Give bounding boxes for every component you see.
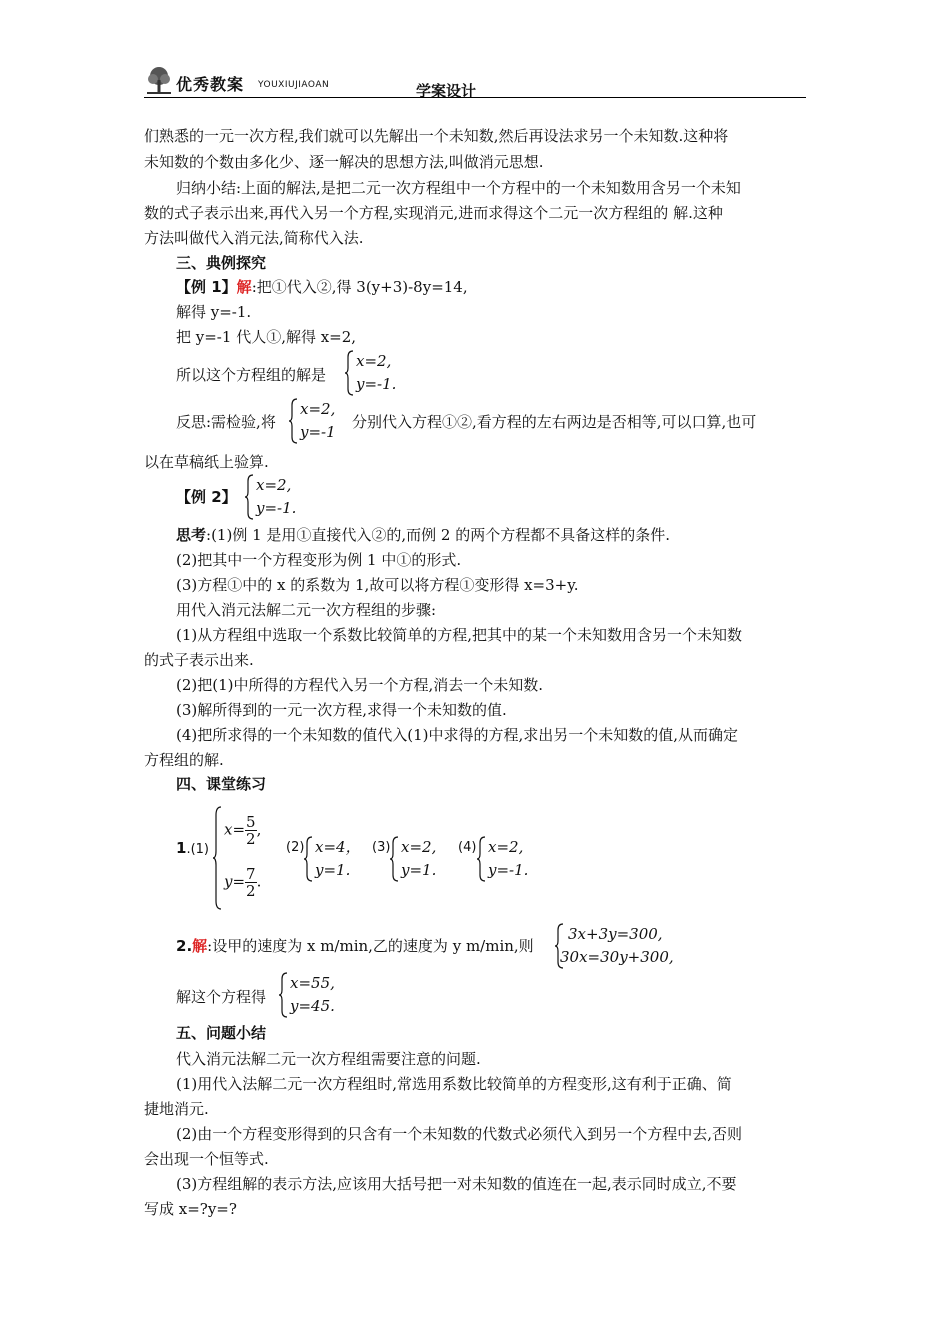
solution-system: [344, 350, 424, 396]
q1-1-x-fraction: [245, 814, 257, 847]
q1-system-4: [476, 836, 546, 882]
brand-name: 优秀教案: [176, 75, 245, 94]
note-1-line-1: (1)用代入法解二元一次方程组时,常选用系数比较简单的方程变形,这有利于正确、简: [176, 1075, 732, 1093]
step-4-line-1: (4)把所求得的一个未知数的值代入(1)中求得的方程,求出另一个未知数的值,从而确定: [176, 726, 739, 744]
intro-line-1: 们熟悉的一元一次方程,我们就可以先解出一个未知数,然后再设法求另一个未知数.这种将: [144, 127, 729, 145]
reflection-text: 分别代入方程①②,看方程的左右两边是否相等,可以口算,也可: [352, 413, 757, 431]
think-label: 思考: [176, 526, 207, 544]
step-1-line-2: 的式子表示出来.: [144, 651, 254, 669]
q1-1-y: [224, 866, 261, 899]
section-4-title: 四、课堂练习: [176, 775, 267, 793]
left-brace-icon: [476, 836, 486, 882]
left-brace-icon: [244, 474, 254, 520]
intro-line-2: 未知数的个数由多化少、逐一解决的思想方法,叫做消元思想.: [144, 153, 544, 171]
question-1-part-2: (2): [286, 840, 305, 855]
step-4-line-2: 方程组的解.: [144, 751, 224, 769]
page-header: [144, 66, 806, 100]
q1-3-y: y=1.: [401, 861, 437, 879]
reflection-label: 反思:需检验,将: [176, 413, 276, 431]
example-2-x: x=2,: [256, 476, 292, 494]
question-2-eq-1: 3x+3y=300,: [568, 925, 663, 943]
summary-intro: 代入消元法解二元一次方程组需要注意的问题.: [176, 1050, 481, 1068]
steps-title: 用代入消元法解二元一次方程组的步骤:: [176, 601, 437, 619]
question-2-text: :设甲的速度为 x m/min,乙的速度为 y m/min,则: [207, 937, 534, 955]
left-brace-icon: [288, 398, 298, 444]
example-2-tag: 【例 2】: [176, 488, 237, 506]
q1-1-x-comma: ,: [256, 820, 262, 839]
step-2: (2)把(1)中所得的方程代入另一个方程,消去一个未知数.: [176, 676, 544, 694]
example-1-text: :把①代入②,得 3(y+3)-8y=14,: [251, 278, 468, 296]
q1-1-x-denominator: 2: [246, 830, 256, 848]
section-5-title: 五、问题小结: [176, 1024, 267, 1042]
q1-1-y-numerator: 7: [246, 865, 256, 883]
solution-y: y=-1.: [356, 375, 397, 393]
header-rule: [144, 97, 806, 98]
tree-logo-icon: [144, 66, 174, 96]
q1-1-x-lhs: x=: [224, 820, 246, 839]
question-2-eq-2: 30x=30y+300,: [560, 948, 674, 966]
question-1-part-4: (4): [458, 840, 477, 855]
left-brace-icon: [278, 972, 288, 1018]
question-2-line: [176, 934, 534, 958]
example-2-y: y=-1.: [256, 499, 297, 517]
q1-system-2: [303, 836, 363, 882]
note-3-line-1: (3)方程组解的表示方法,应该用大括号把一对未知数的值连在一起,表示同时成立,不要: [176, 1175, 737, 1193]
example-1-line-2: 解得 y=-1.: [176, 303, 252, 321]
example-1-line-4: 所以这个方程组的解是: [176, 366, 327, 384]
solve-label: 解: [236, 278, 252, 296]
question-2-number: 2: [176, 937, 187, 955]
q1-system-1: [212, 806, 278, 910]
question-1-label: [176, 836, 209, 862]
reflection-y: y=-1: [300, 423, 336, 441]
note-2-line-1: (2)由一个方程变形得到的只含有一个未知数的代数式必须代入到另一个方程中去,否则: [176, 1125, 743, 1143]
q1-system-3: [389, 836, 449, 882]
q1-3-x: x=2,: [401, 838, 437, 856]
question-2-dot: .: [186, 937, 193, 955]
summary-line-1: 归纳小结:上面的解法,是把二元一次方程组中一个方程中的一个未知数用含另一个未知: [176, 179, 741, 197]
note-2-line-2: 会出现一个恒等式.: [144, 1150, 269, 1168]
left-brace-icon: [212, 806, 222, 910]
example-1-tag: 【例 1】: [176, 278, 237, 296]
summary-line-3: 方法叫做代入消元法,简称代入法.: [144, 229, 364, 247]
q1-1-y-lhs: y=: [224, 872, 246, 891]
left-brace-icon: [344, 350, 354, 396]
q1-1-x-numerator: 5: [246, 813, 256, 831]
think-line-2: (2)把其中一个方程变形为例 1 中①的形式.: [176, 551, 462, 569]
question-2-result-y: y=45.: [290, 997, 335, 1015]
think-line-1: [176, 523, 670, 547]
step-3: (3)解所得到的一元一次方程,求得一个未知数的值.: [176, 701, 507, 719]
document-type: 学案设计: [416, 82, 477, 100]
step-1-line-1: (1)从方程组中选取一个系数比较简单的方程,把其中的某一个未知数用含另一个未知数: [176, 626, 743, 644]
q1-2-x: x=4，: [315, 838, 361, 856]
left-brace-icon: [389, 836, 399, 882]
question-2-result-system: [278, 972, 358, 1018]
example-1-line-3: 把 y=-1 代人①,解得 x=2,: [176, 328, 357, 346]
q1-1-y-period: .: [256, 872, 262, 891]
brand-english: YOUXIUJIAOAN: [258, 80, 330, 90]
section-3-title: 三、典例探究: [176, 254, 267, 272]
question-2-system: [554, 923, 704, 969]
q1-4-x: x=2,: [488, 838, 524, 856]
q1-4-y: y=-1.: [488, 861, 529, 879]
think-line-3: (3)方程①中的 x 的系数为 1,故可以将方程①变形得 x=3+y.: [176, 576, 579, 594]
reflection-x: x=2,: [300, 400, 336, 418]
question-2-solve-label: 解: [192, 937, 208, 955]
q1-1-y-denominator: 2: [246, 882, 256, 900]
reflection-system: [288, 398, 348, 444]
q1-1-x: [224, 814, 261, 847]
note-3-line-2: 写成 x=?y=?: [144, 1200, 237, 1218]
question-2-result-label: 解这个方程得: [176, 988, 267, 1006]
note-1-line-2: 捷地消元.: [144, 1100, 209, 1118]
question-2-result-x: x=55,: [290, 974, 335, 992]
q1-2-y: y=1.: [315, 861, 351, 879]
summary-line-2: 数的式子表示出来,再代入另一个方程,实现消元,进而求得这个二元一次方程组的 解.这种: [144, 204, 723, 222]
question-1-part-3: (3): [372, 840, 391, 855]
left-brace-icon: [303, 836, 313, 882]
example-1-line-1: [176, 275, 468, 299]
q1-1-y-fraction: [245, 866, 257, 899]
question-1-number: 1: [176, 839, 187, 857]
example-2-system: [244, 474, 324, 520]
reflection-text-2: 以在草稿纸上验算.: [144, 453, 269, 471]
think-text-1: :(1)例 1 是用①直接代入②的,而例 2 的两个方程都不具备这样的条件.: [206, 526, 671, 544]
solution-x: x=2,: [356, 352, 392, 370]
question-1-part-1: .(1): [186, 842, 209, 857]
